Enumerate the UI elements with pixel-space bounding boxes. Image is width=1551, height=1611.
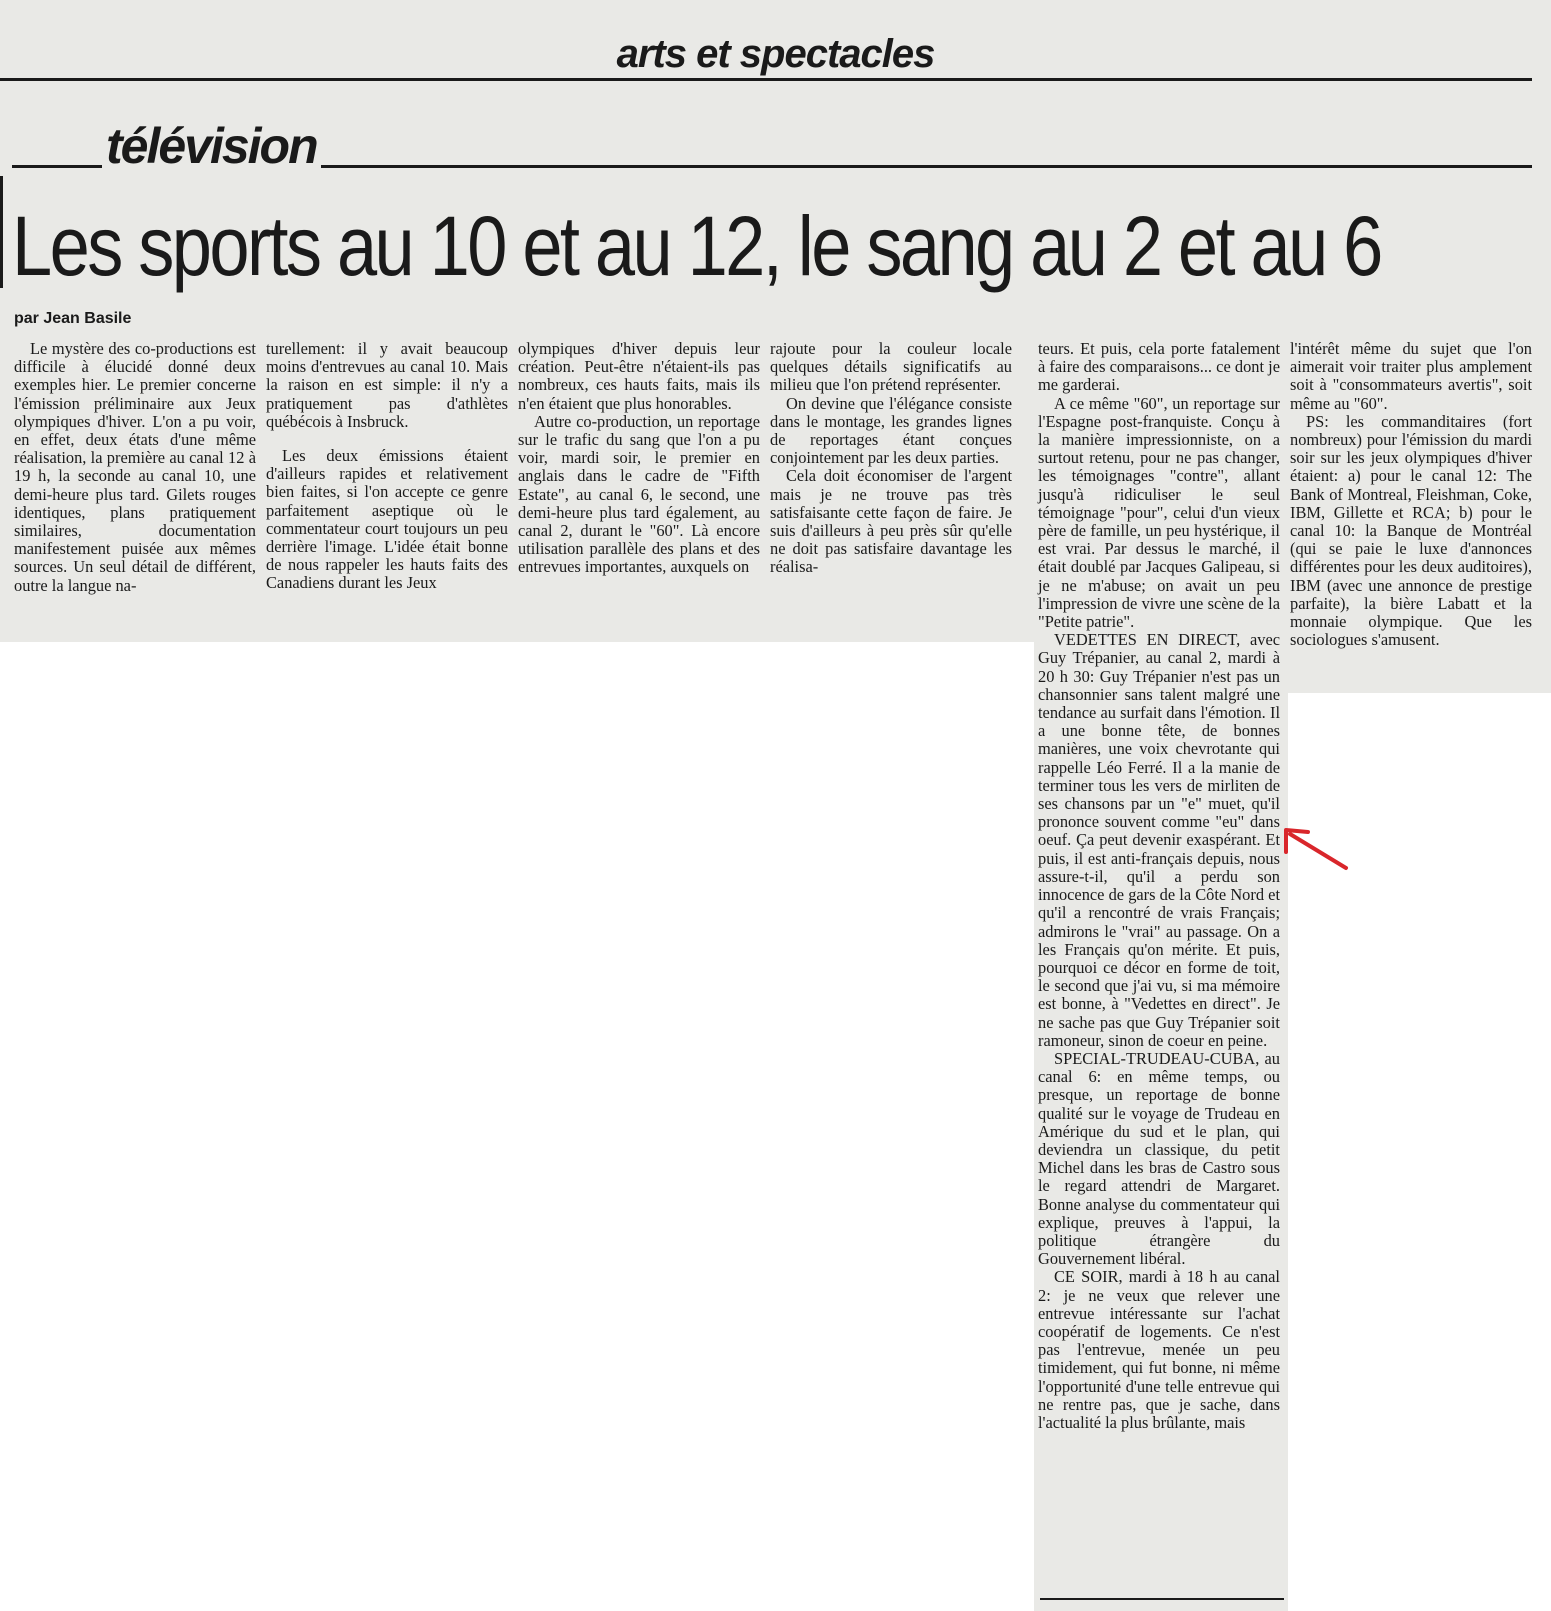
article-column-1 (14, 340, 256, 595)
rubric-label: télévision (106, 118, 317, 174)
paragraph: VEDETTES EN DIRECT, avec Guy Trépanier, au canal 2, mardi à 20 h 30: Guy Trépanier n'est pas un chansonnier sans talent malgré une tendance au surfait dans l'émotion. Il a une bonne tête, de bonnes manières, une voix chevrotante qui rappelle Léo Ferré. Il a la manie de terminer tous les vers de mirliten de ses chansons par un "e" muet, qu'il prononce souvent comme "eu" dans oeuf. Ça peut devenir exaspérant. Et puis, il est anti-français depuis, nous assure-t-il, qu'il a perdu son innocence de gars de la Côte Nord et qu'il a rencontré de vrais Français; admirons le "vrai" au passage. On a les Français qu'on mérite. Et puis, pourquoi ce décor en forme de toit, le second que j'ai vu, si ma mémoire est bonne, à "Vedettes en direct". Je ne sache pas que Guy Trépanier soit ramoneur, sinon de coeur en peine. (1038, 630, 1280, 1050)
section-title: arts et spectacles (616, 32, 935, 76)
article-column-2 (266, 340, 508, 593)
rubric-rule-right (321, 165, 1532, 168)
paragraph: CE SOIR, mardi à 18 h au canal 2: je ne veux que relever une entrevue intéressante sur l'achat coopératif de logements. Ce n'est pas l'entrevue, menée un peu timidement, qui fut bonne, ni même l'opportunité d'une telle entrevue qui ne rentre pas, que je sache, dans l'actualité la plus brûlante, mais (1038, 1267, 1280, 1432)
paragraph: turellement: il y avait beaucoup moins d'entrevues au canal 10. Mais la raison en est simple: il n'y a pratiquement pas d'athlètes québécois à Insbruck. (266, 339, 508, 431)
article-column-5 (1038, 340, 1280, 1432)
paragraph: Autre co-production, un reportage sur le trafic du sang que l'on a pu voir, mardi soir, le premier en anglais dans le cadre de "Fifth Estate", au canal 6, le second, une demi-heure plus tard également, au canal 2, durant le "60". Là encore utilisation parallèle des plans et des entrevues importantes, auxquels on (518, 411, 760, 577)
byline: par Jean Basile (14, 310, 132, 327)
article-column-3 (518, 340, 760, 577)
column-end-rule (1040, 1598, 1284, 1600)
article-column-6 (1290, 340, 1532, 649)
rubric-bar (12, 116, 1532, 176)
paragraph: Cela doit économiser de l'argent mais je ne trouve pas très satisfaisante cette façon de faire. Je suis d'ailleurs à peu près sûr qu'elle ne doit pas satisfaire davantage les réalisa- (770, 466, 1012, 577)
paragraph: On devine que l'élégance consiste dans le montage, les grandes lignes de reportages étant conçues conjointement par les deux parties. (770, 393, 1012, 468)
margin-rule (0, 176, 3, 288)
paragraph: SPECIAL-TRUDEAU-CUBA, au canal 6: en même temps, ou presque, un reportage de bonne qualité sur le voyage de Trudeau en Amérique du sud et le plan, qui deviendra un classique, du petit Michel dans les bras de Castro sous le regard attendri de Margaret. Bonne analyse du commentateur qui explique, preuves à l'appui, la politique étrangère du Gouvernement libéral. (1038, 1048, 1280, 1269)
headline: Les sports au 10 et au 12, le sang au 2 et au 6 (12, 199, 1381, 293)
rubric-rule-left (12, 165, 102, 168)
article-column-4 (770, 340, 1012, 577)
paragraph: Le mystère des co-productions est difficile à élucidé donné deux exemples hier. Le premier concerne l'émission préliminaire aux Jeux olympiques d'hiver. L'on a pu voir, en effet, deux états d'une même réalisation, la première au canal 12 à 19 h, la seconde au canal 10, une demi-heure plus tard. Gilets rouges identiques, plans pratiquement similaires, documentation manifestement puisée aux mêmes sources. Un seul détail de différent, outre la langue na- (14, 339, 256, 595)
paragraph: teurs. Et puis, cela porte fatalement à faire des comparaisons... ce dont je me garderai. (1038, 339, 1280, 395)
red-arrow-icon (1282, 826, 1350, 872)
paragraph: PS: les commanditaires (fort nombreux) pour l'émission du mardi soir sur les jeux olympiques d'hiver étaient: a) pour le canal 12: The Bank of Montreal, Fleishman, Coke, IBM, Gillette et RCA; b) pour le canal 10: la Banque de Montréal (qui se paie le luxe d'annonces différentes pour les deux auditoires), IBM (avec une annonce de prestige parfaite), la bière Labatt et la monnaie olympique. Que les sociologues s'amusent. (1290, 411, 1532, 650)
paragraph: l'intérêt même du sujet que l'on aimerait voir traiter plus amplement soit à "consommateurs avertis", soit même au "60". (1290, 339, 1532, 413)
paragraph: A ce même "60", un reportage sur l'Espagne post-franquiste. Conçu à la manière impressionniste, on a surtout retenu, pour ne pas changer, les témoignages "contre", allant jusqu'à ridiculiser le seul témoignage "pour", celui d'un vieux père de famille, un peu hystérique, il est vrai. Par dessus le marché, il était doublé par Jacques Galipeau, si je ne m'abuse; on avait un peu l'impression de vivre une scène de la "Petite patrie". (1038, 393, 1280, 632)
paragraph: Les deux émissions étaient d'ailleurs rapides et relativement bien faites, si l'on accepte ce genre parfaitement aseptique où le commentateur court toujours un peu derrière l'image. L'idée était bonne de nous rappeler les hauts faits des Canadiens durant les Jeux (266, 446, 508, 593)
paragraph: rajoute pour la couleur locale quelques détails significatifs au milieu que l'on prétend représenter. (770, 339, 1012, 395)
paragraph: olympiques d'hiver depuis leur création. Peut-être n'étaient-ils pas nombreux, ces hauts faits, mais ils n'en étaient que plus honorables. (518, 339, 760, 413)
section-rule (0, 78, 1532, 81)
